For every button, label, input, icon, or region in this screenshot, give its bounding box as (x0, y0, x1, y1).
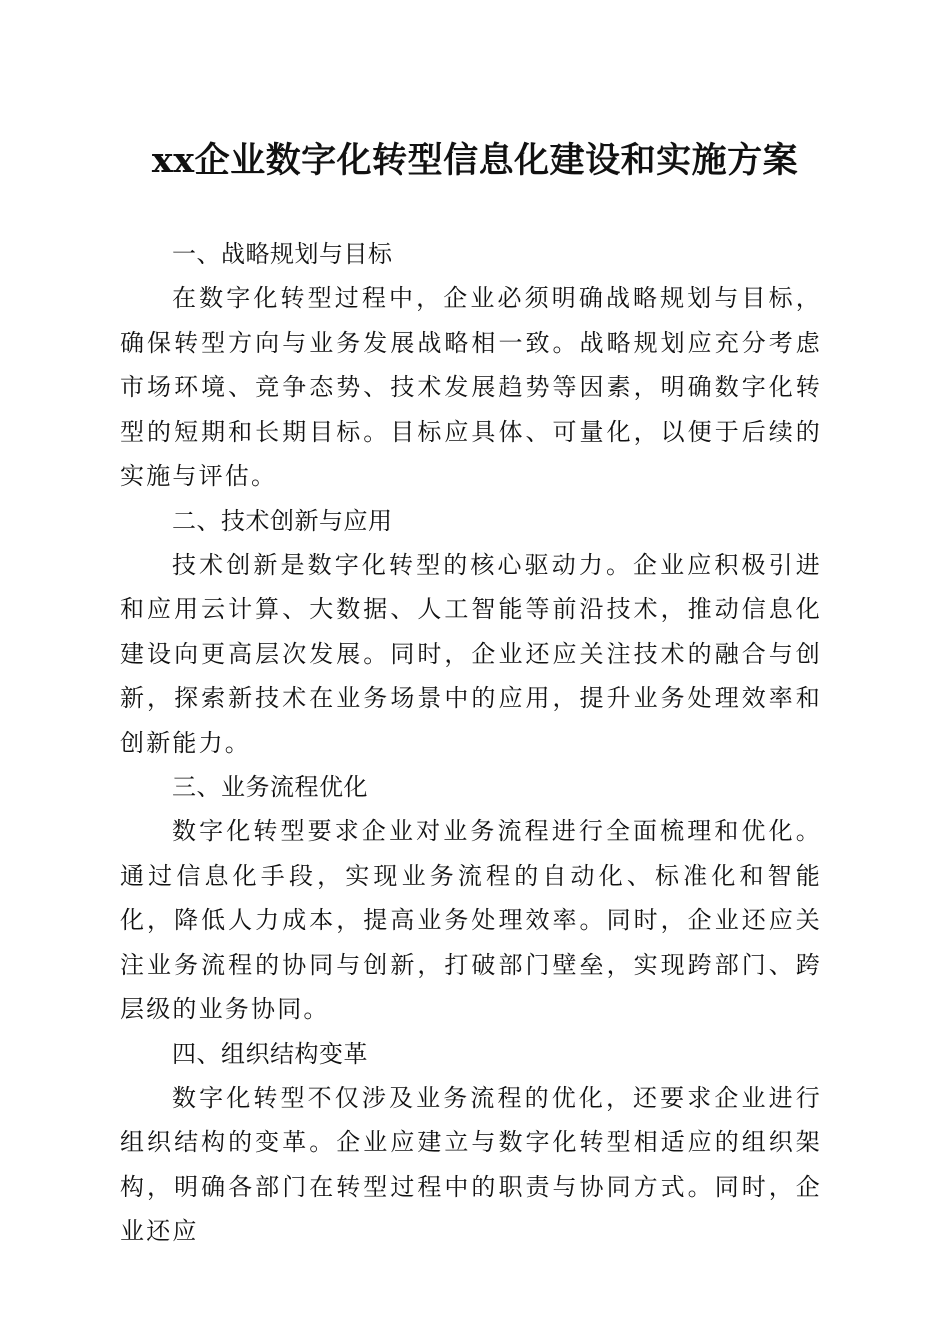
document-title: xx企业数字化转型信息化建设和实施方案 (151, 140, 799, 181)
section-paragraph: 在数字化转型过程中，企业必须明确战略规划与目标，确保转型方向与业务发展战略相一致。战略规划应充分考虑市场环境、竞争态势、技术发展趋势等因素，明确数字化转型的短期和长期目标。目标应具体、可量化，以便于后续的实施与评估。 (120, 284, 822, 490)
section-heading: 一、战略规划与目标 (172, 240, 393, 268)
section-paragraph: 数字化转型不仅涉及业务流程的优化，还要求企业进行组织结构的变革。企业应建立与数字化转型相适应的组织架构，明确各部门在转型过程中的职责与协同方式。同时，企业还应 (120, 1083, 822, 1245)
section-strategy (120, 232, 822, 499)
section-process (120, 765, 822, 1032)
section-organization (120, 1032, 822, 1254)
section-paragraph: 数字化转型要求企业对业务流程进行全面梳理和优化。通过信息化手段，实现业务流程的自动化、标准化和智能化，降低人力成本，提高业务处理效率。同时，企业还应关注业务流程的协同与创新，打破部门壁垒，实现跨部门、跨层级的业务协同。 (120, 817, 822, 1023)
section-heading: 四、组织结构变革 (172, 1039, 368, 1068)
section-heading: 三、业务流程优化 (172, 773, 368, 801)
section-technology (120, 499, 822, 766)
section-paragraph: 技术创新是数字化转型的核心驱动力。企业应积极引进和应用云计算、大数据、人工智能等前沿技术，推动信息化建设向更高层次发展。同时，企业还应关注技术的融合与创新，探索新技术在业务场景中的应用，提升业务处理效率和创新能力。 (120, 550, 822, 757)
document-body (120, 232, 822, 1254)
section-heading: 二、技术创新与应用 (172, 506, 393, 535)
